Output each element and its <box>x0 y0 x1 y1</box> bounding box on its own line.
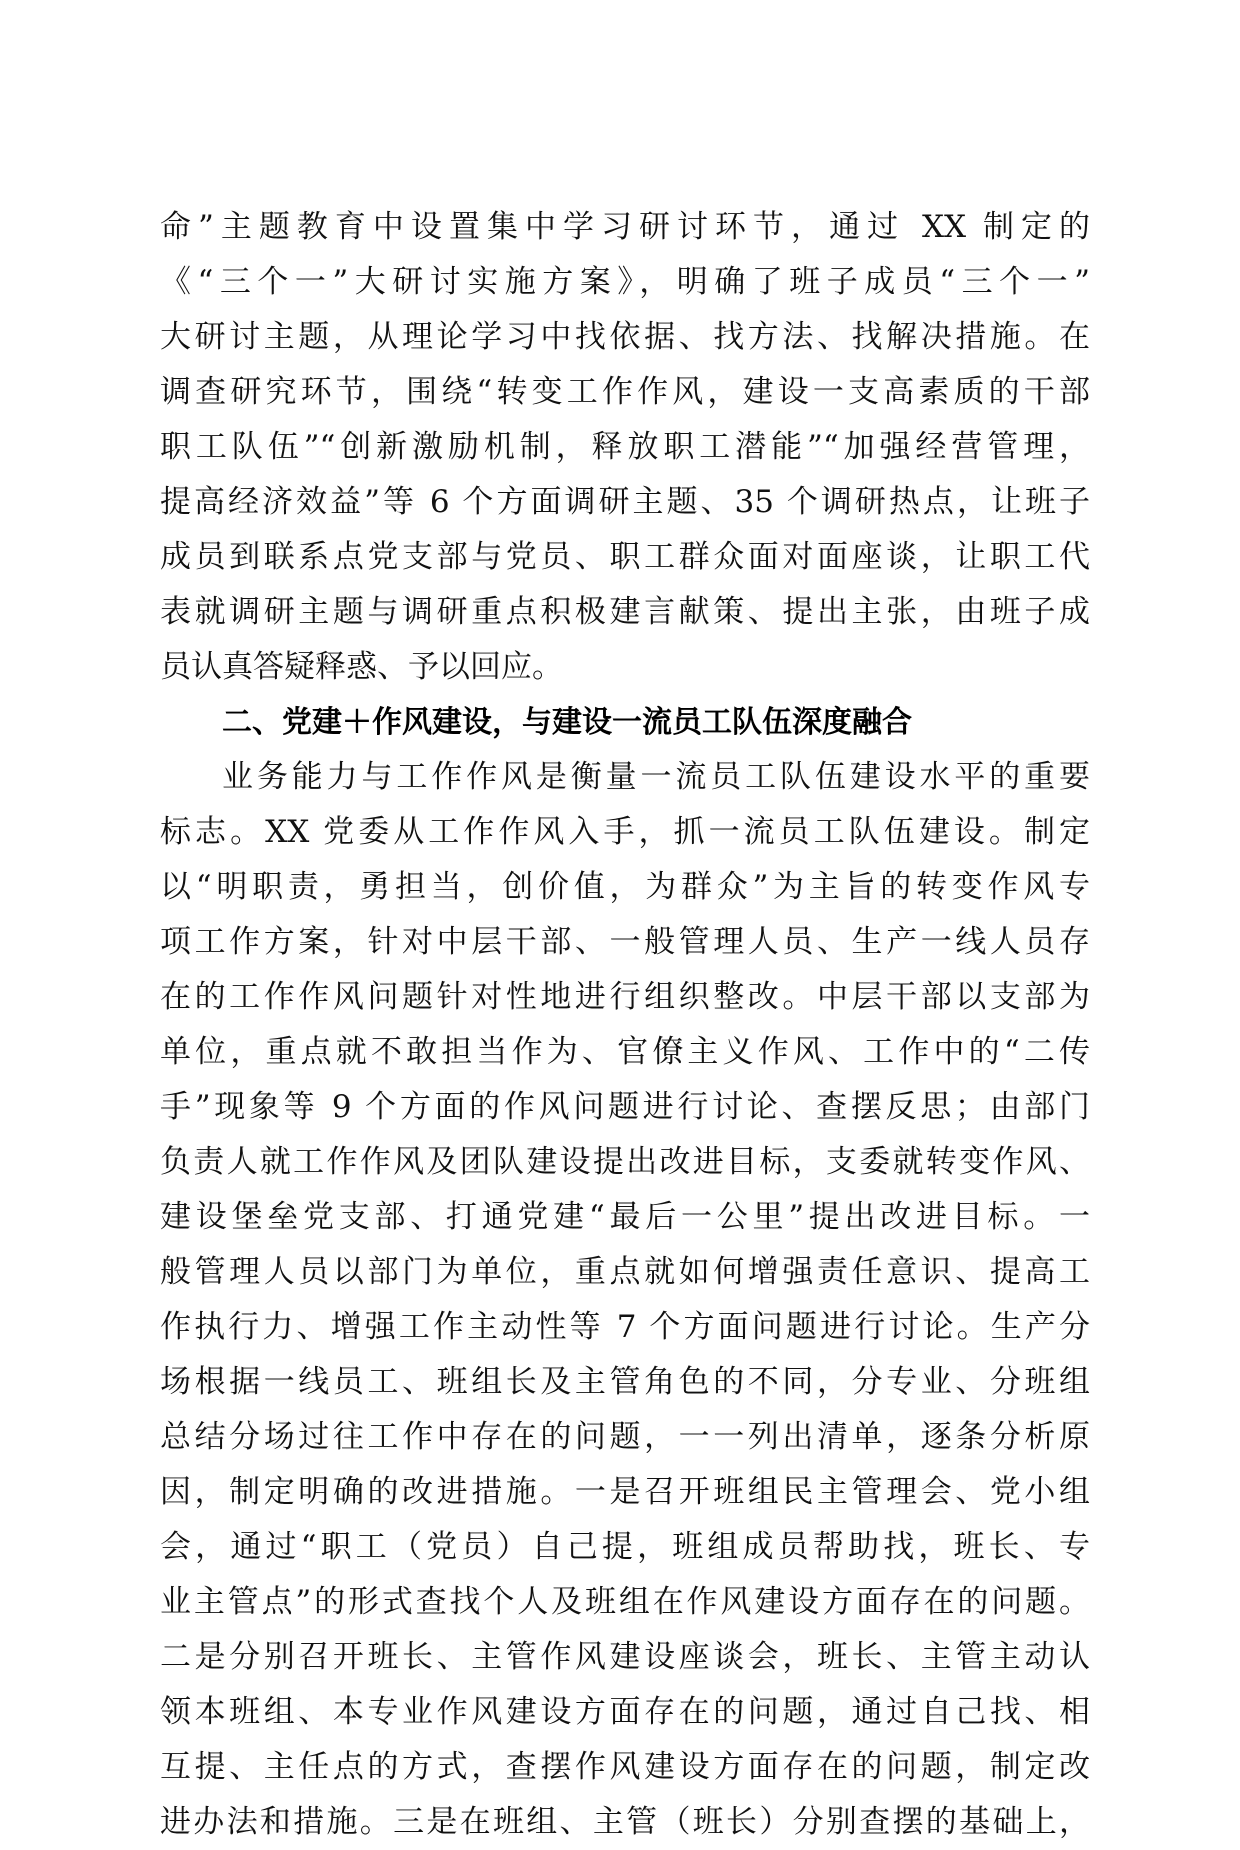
text-line: 成员到联系点党支部与党员、职工群众面对面座谈，让职工代 <box>160 539 1090 575</box>
text-line: 业务能力与工作作风是衡量一流员工队伍建设水平的重要 <box>222 759 1090 795</box>
paragraph-work-style <box>160 750 1090 1850</box>
text-line: 标志。XX 党委从工作作风入手，抓一流员工队伍建设。制定 <box>160 814 1090 850</box>
text-line: 般管理人员以部门为单位，重点就如何增强责任意识、提高工 <box>160 1254 1090 1290</box>
text-line: 员认真答疑释惑、予以回应。 <box>160 649 563 685</box>
text-line: 命”主题教育中设置集中学习研讨环节，通过 XX 制定的 <box>160 209 1090 245</box>
text-line: 业主管点”的形式查找个人及班组在作风建设方面存在的问题。 <box>160 1584 1090 1620</box>
text-line: 建设堡垒党支部、打通党建“最后一公里”提出改进目标。一 <box>160 1199 1090 1235</box>
text-line: 表就调研主题与调研重点积极建言献策、提出主张，由班子成 <box>160 594 1090 630</box>
text-line: 总结分场过往工作中存在的问题，一一列出清单，逐条分析原 <box>160 1419 1090 1455</box>
text-line: 单位，重点就不敢担当作为、官僚主义作风、工作中的“二传 <box>160 1034 1090 1070</box>
text-line: 会，通过“职工（党员）自己提，班组成员帮助找，班长、专 <box>160 1529 1090 1565</box>
text-line: 进办法和措施。三是在班组、主管（班长）分别查摆的基础上， <box>160 1804 1090 1840</box>
text-line: 手”现象等 9 个方面的作风问题进行讨论、查摆反思；由部门 <box>160 1089 1090 1125</box>
text-line: 职工队伍”“创新激励机制，释放职工潜能”“加强经营管理， <box>160 429 1090 465</box>
text-line: 因，制定明确的改进措施。一是召开班组民主管理会、党小组 <box>160 1474 1090 1510</box>
text-line: 项工作方案，针对中层干部、一般管理人员、生产一线人员存 <box>160 924 1090 960</box>
text-line: 在的工作作风问题针对性地进行组织整改。中层干部以支部为 <box>160 979 1090 1015</box>
text-line: 调查研究环节，围绕“转变工作作风，建设一支高素质的干部 <box>160 374 1090 410</box>
text-line: 提高经济效益”等 6 个方面调研主题、35 个调研热点，让班子 <box>160 484 1090 520</box>
text-line: 二是分别召开班长、主管作风建设座谈会，班长、主管主动认 <box>160 1639 1090 1675</box>
text-line: 负责人就工作作风及团队建设提出改进目标，支委就转变作风、 <box>160 1144 1090 1180</box>
text-line: 作执行力、增强工作主动性等 7 个方面问题进行讨论。生产分 <box>160 1309 1090 1345</box>
text-line: 领本班组、本专业作风建设方面存在的问题，通过自己找、相 <box>160 1694 1090 1730</box>
paragraph-study-research <box>160 200 1090 695</box>
text-line: 互提、主任点的方式，查摆作风建设方面存在的问题，制定改 <box>160 1749 1090 1785</box>
text-line: 大研讨主题，从理论学习中找依据、找方法、找解决措施。在 <box>160 319 1090 355</box>
section-heading: 二、党建＋作风建设，与建设一流员工队伍深度融合 <box>222 705 912 740</box>
text-line: 以“明职责，勇担当，创价值，为群众”为主旨的转变作风专 <box>160 869 1090 905</box>
document-body <box>160 200 1090 1850</box>
text-line: 场根据一线员工、班组长及主管角色的不同，分专业、分班组 <box>160 1364 1090 1400</box>
text-line: 《“三个一”大研讨实施方案》，明确了班子成员“三个一” <box>160 264 1090 300</box>
